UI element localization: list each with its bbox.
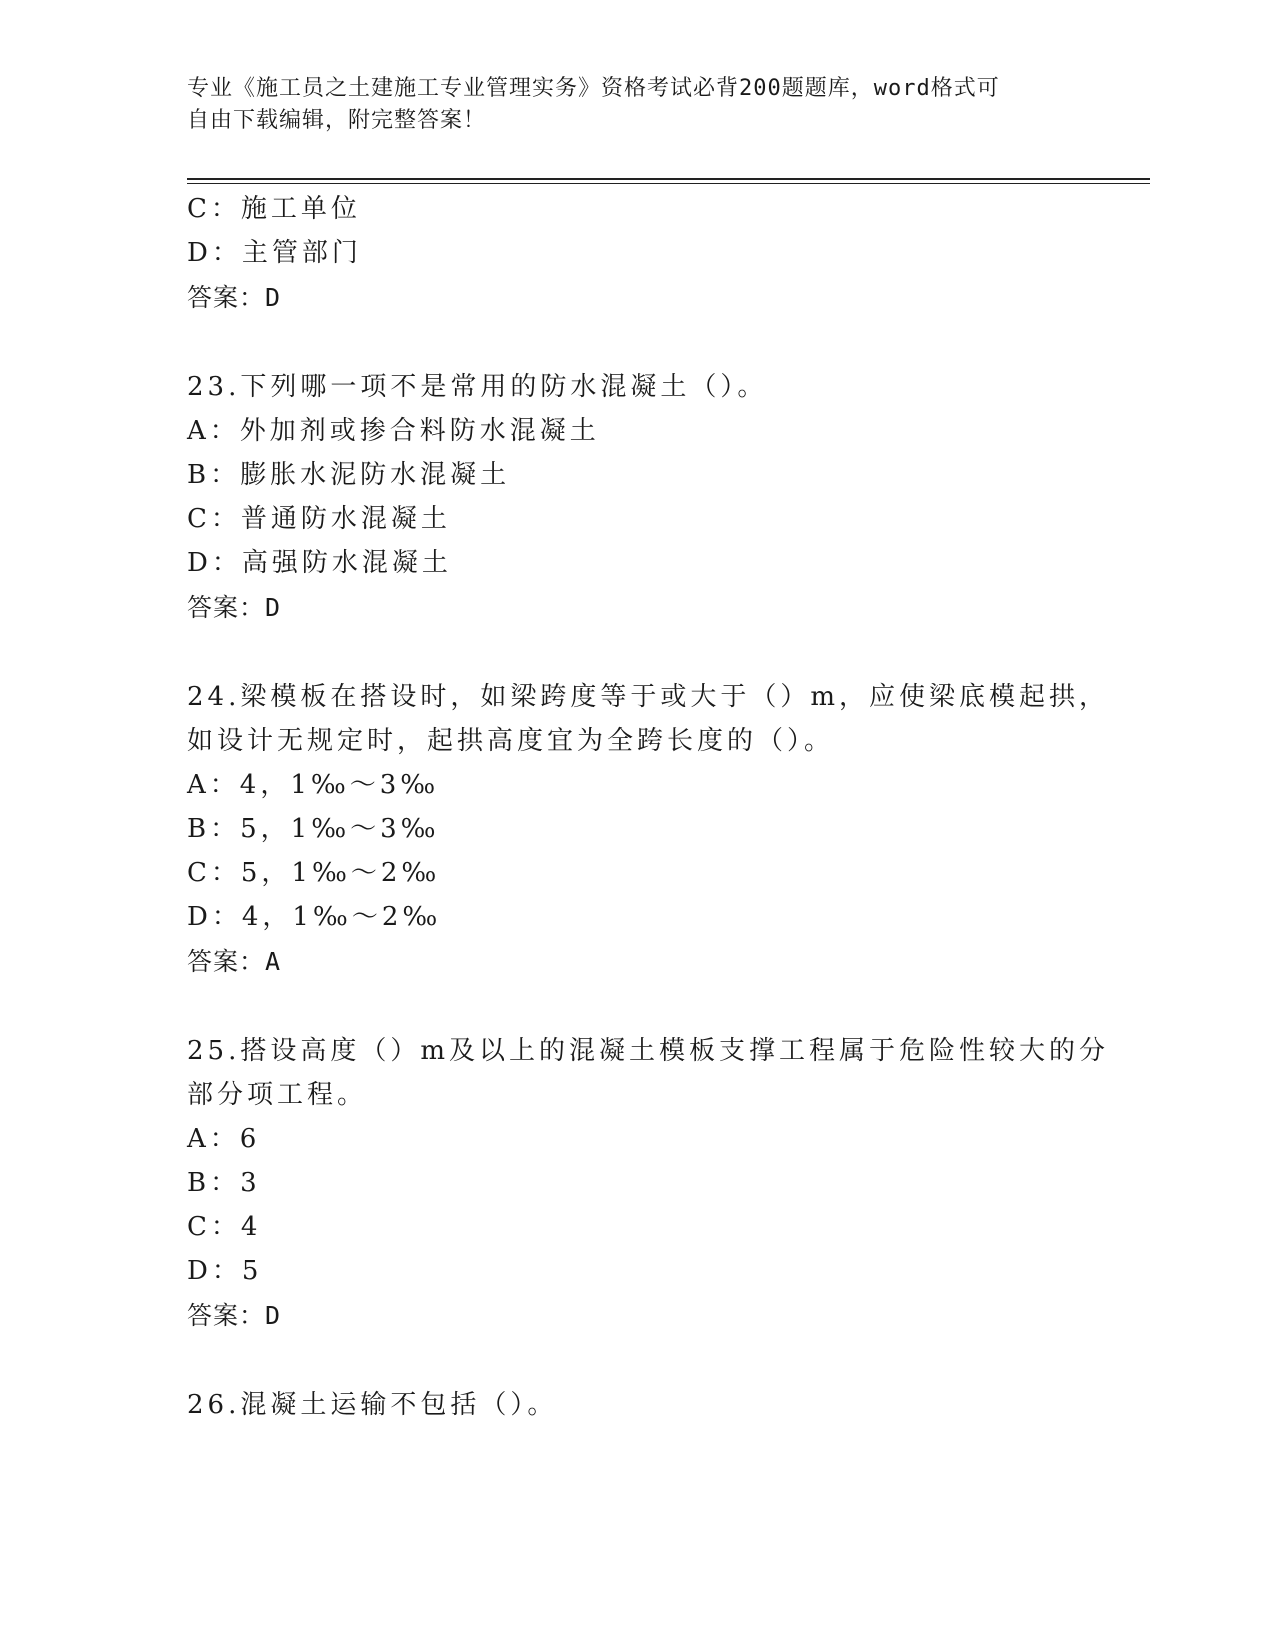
option-c: C：施工单位	[187, 194, 361, 224]
question-24-option-d: D：4，1‰～2‰	[187, 902, 442, 932]
answer: 答案：D	[187, 283, 282, 312]
question-23-answer: 答案：D	[187, 593, 282, 622]
question-24-option-c: C：5，1‰～2‰	[187, 858, 441, 888]
question-24-answer: 答案：A	[187, 947, 282, 976]
header-line-2: 自由下载编辑，附完整答案！	[187, 108, 487, 133]
header-line-1: 专业《施工员之土建施工专业管理实务》资格考试必背200题题库，word格式可	[187, 76, 1000, 101]
question-25-option-c: C：4	[187, 1212, 262, 1242]
question-25-stem-line-1: 25.搭设高度（）m及以上的混凝土模板支撑工程属于危险性较大的分	[187, 1036, 1110, 1066]
question-25-answer: 答案：D	[187, 1301, 282, 1330]
question-24-option-a: A：4，1‰～3‰	[187, 770, 440, 800]
header-divider-thick	[187, 178, 1150, 180]
question-25-option-b: B：3	[187, 1168, 261, 1198]
option-d: D：主管部门	[187, 238, 362, 268]
question-25-option-d: D：5	[187, 1256, 263, 1286]
question-23-option-c: C：普通防水混凝土	[187, 504, 451, 534]
question-25-stem-line-2: 部分项工程。	[187, 1080, 368, 1110]
question-24-option-b: B：5，1‰～3‰	[187, 814, 440, 844]
question-23-stem: 23.下列哪一项不是常用的防水混凝土（）。	[187, 372, 768, 402]
question-23-option-a: A：外加剂或掺合料防水混凝土	[187, 416, 600, 446]
header-divider-thin	[187, 183, 1150, 184]
document-header	[187, 73, 1067, 137]
question-25-option-a: A：6	[187, 1124, 261, 1154]
question-24-stem-line-1: 24.梁模板在搭设时，如梁跨度等于或大于（）m，应使梁底模起拱，	[187, 682, 1110, 712]
question-23-option-b: B：膨胀水泥防水混凝土	[187, 460, 511, 490]
question-26-stem: 26.混凝土运输不包括（）。	[187, 1390, 558, 1420]
question-24-stem-line-2: 如设计无规定时，起拱高度宜为全跨长度的（）。	[187, 726, 835, 756]
question-23-option-d: D：高强防水混凝土	[187, 548, 452, 578]
